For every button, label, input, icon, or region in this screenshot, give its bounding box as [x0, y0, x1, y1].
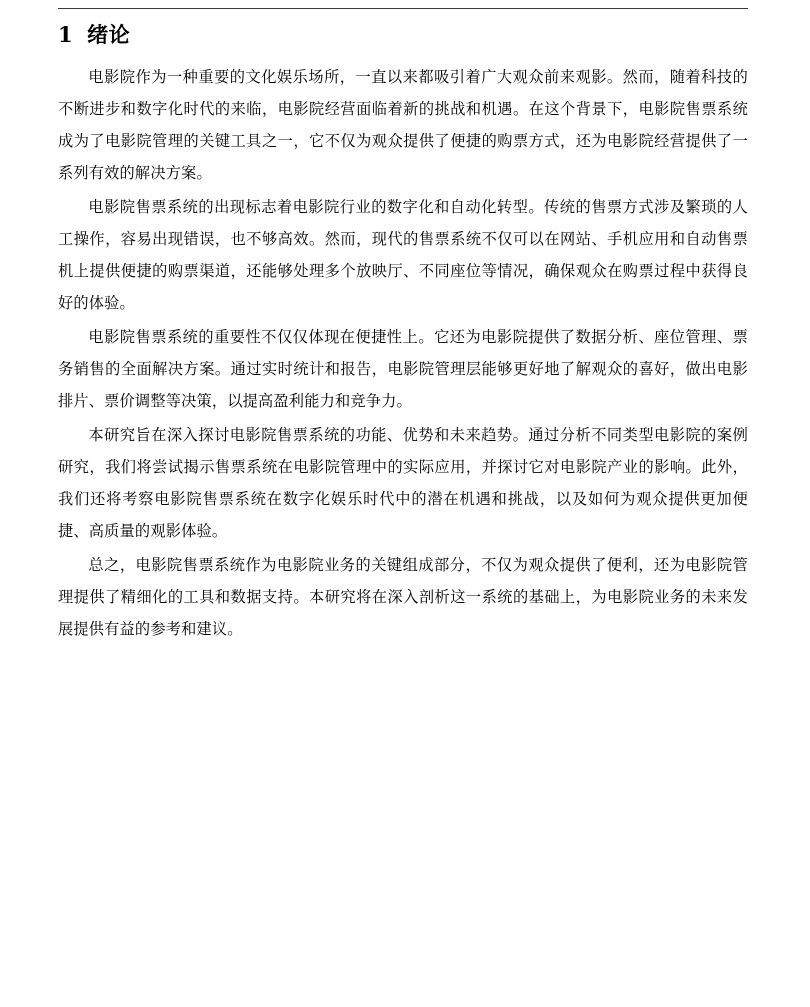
paragraph: 电影院售票系统的出现标志着电影院行业的数字化和自动化转型。传统的售票方式涉及繁琐的人工操作，容易出现错误，也不够高效。然而，现代的售票系统不仅可以在网站、手机应用和自动售票机上提供便捷的购票渠道，还能够处理多个放映厅、不同座位等情况，确保观众在购票过程中获得良好的体验。 [58, 198, 748, 313]
section-heading [58, 22, 748, 47]
page-header-rule [58, 8, 748, 9]
page-content [58, 0, 748, 645]
paragraph: 电影院作为一种重要的文化娱乐场所，一直以来都吸引着广大观众前来观影。然而，随着科技的不断进步和数字化时代的来临，电影院经营面临着新的挑战和机遇。在这个背景下，电影院售票系统成为了电影院管理的关键工具之一，它不仅为观众提供了便捷的购票方式，还为电影院经营提供了一系列有效的解决方案。 [58, 68, 748, 183]
section-title-text: 绪论 [87, 22, 131, 47]
paragraph: 本研究旨在深入探讨电影院售票系统的功能、优势和未来趋势。通过分析不同类型电影院的案例研究，我们将尝试揭示售票系统在电影院管理中的实际应用，并探讨它对电影院产业的影响。此外，我们还将考察电影院售票系统在数字化娱乐时代中的潜在机遇和挑战，以及如何为观众提供更加便捷、高质量的观影体验。 [58, 426, 748, 541]
section-number: 1 [58, 22, 74, 47]
paragraph: 总之，电影院售票系统作为电影院业务的关键组成部分，不仅为观众提供了便利，还为电影院管理提供了精细化的工具和数据支持。本研究将在深入剖析这一系统的基础上，为电影院业务的未来发展提供有益的参考和建议。 [58, 556, 748, 639]
paragraph: 电影院售票系统的重要性不仅仅体现在便捷性上。它还为电影院提供了数据分析、座位管理、票务销售的全面解决方案。通过实时统计和报告，电影院管理层能够更好地了解观众的喜好，做出电影排片、票价调整等决策，以提高盈利能力和竞争力。 [58, 328, 748, 411]
